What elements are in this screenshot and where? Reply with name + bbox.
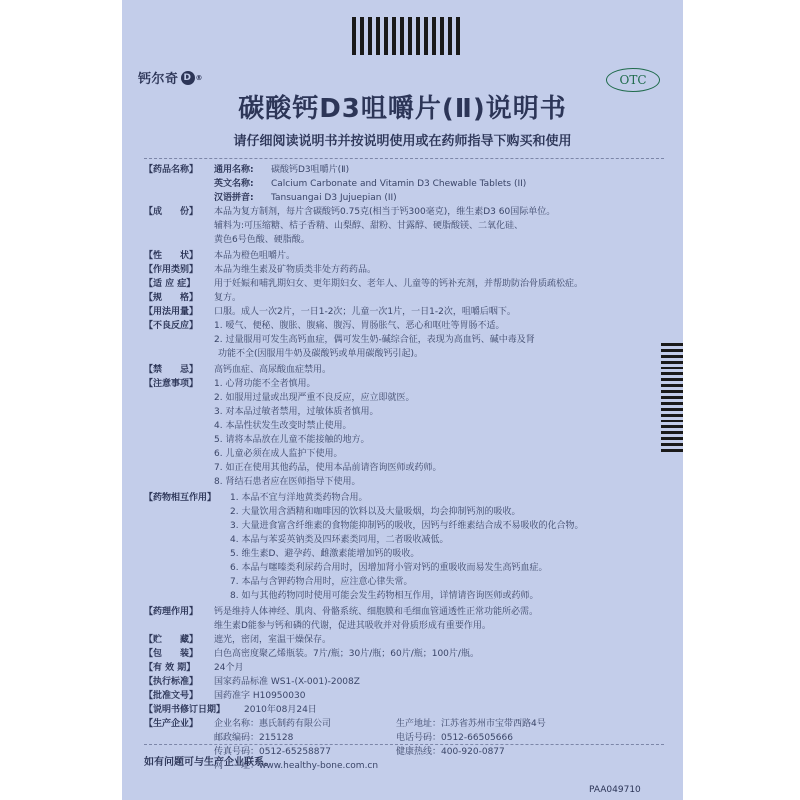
barcode-side-icon: [661, 343, 683, 455]
barcode-top-icon: [352, 17, 464, 55]
page-title: 碳酸钙D3咀嚼片(Ⅱ)说明书: [238, 94, 567, 124]
list-item: 1. 心肾功能不全者慎用。: [214, 379, 316, 389]
section-contraindications: [144, 363, 664, 377]
section-text: 国家药品标准 WS1-(X-001)-2008Z: [214, 677, 360, 687]
list-item: 3. 大量进食富含纤维素的食物能抑制钙的吸收，因钙与纤维素结合成不易吸收的化合物。: [230, 521, 584, 531]
section-adverse: [144, 319, 664, 361]
company-address: 生产地址：江苏省苏州市宝带西路4号: [396, 719, 546, 729]
section-label: 【作用类别】: [144, 265, 199, 275]
section-indication: [144, 277, 664, 291]
composition-line: 本品为复方制剂，每片含碳酸钙0.75克(相当于钙300毫克)，维生素D3 60国际单位。: [214, 207, 556, 217]
adverse-line: 功能不全(因服用牛奶及碳酸钙或单用碳酸钙引起)。: [218, 349, 424, 359]
section-label: 【说明书修订日期】: [144, 705, 226, 715]
list-item: 3. 对本品过敏者禁用，过敏体质者慎用。: [214, 407, 379, 417]
list-item: 6. 儿童必须在成人监护下使用。: [214, 449, 343, 459]
list-item: 7. 如正在使用其他药品，使用本品前请咨询医师或药师。: [214, 463, 442, 473]
pinyin-label: 汉语拼音:: [214, 193, 254, 203]
list-item: 5. 请将本品放在儿童不能接触的地方。: [214, 435, 370, 445]
section-text: 复方。: [214, 293, 242, 303]
adverse-line: 2. 过量服用可发生高钙血症，偶可发生奶-碱综合征，表现为高血钙、碱中毒及肾: [214, 335, 535, 345]
list-item: 5. 维生素D、避孕药、雌激素能增加钙的吸收。: [230, 549, 420, 559]
company-website: 网 址：www.healthy-bone.com.cn: [214, 761, 379, 771]
section-label: 【生产企业】: [144, 719, 199, 729]
list-item: 8. 肾结石患者应在医师指导下使用。: [214, 477, 361, 487]
brand-name: 钙尔奇: [138, 72, 179, 87]
section-label: 【药品名称】: [144, 165, 199, 175]
section-approval: [144, 689, 664, 703]
company-fax: 传真号码：0512-65258877: [214, 747, 331, 757]
section-standard: [144, 675, 664, 689]
section-text: 遮光，密闭，室温干燥保存。: [214, 635, 332, 645]
pharmacology-line: 钙是维持人体神经、肌肉、骨骼系统、细胞膜和毛细血管通透性正常功能所必需。: [214, 607, 539, 617]
section-label: 【有 效 期】: [144, 663, 196, 673]
english-name-label: 英文名称:: [214, 179, 254, 189]
page-subtitle: 请仔细阅读说明书并按说明使用或在药师指导下购买和使用: [233, 134, 572, 149]
brand-registered-mark: ®: [195, 73, 204, 82]
generic-name-label: 通用名称:: [214, 165, 254, 175]
section-validity: [144, 661, 664, 675]
composition-line: 黄色6号色酸、硬脂酸。: [214, 235, 310, 245]
divider-top: [144, 158, 664, 159]
section-dosage: [144, 305, 664, 319]
section-label: 【批准文号】: [144, 691, 199, 701]
section-text: 国药准字 H10950030: [214, 691, 306, 701]
list-item: 6. 本品与噻嗪类利尿药合用时，因增加肾小管对钙的重吸收而易发生高钙血症。: [230, 563, 548, 573]
leaflet-body: [144, 163, 664, 773]
section-storage: [144, 633, 664, 647]
otc-badge: OTC: [606, 68, 660, 92]
section-text: 本品为维生素及矿物质类非处方药药品。: [214, 265, 377, 275]
section-package: [144, 647, 664, 661]
section-spec: [144, 291, 664, 305]
section-label: 【药物相互作用】: [144, 493, 217, 503]
section-label: 【性 状】: [144, 251, 199, 261]
section-label: 【注意事项】: [144, 379, 199, 389]
section-label: 【贮 藏】: [144, 635, 199, 645]
section-label: 【成 份】: [144, 207, 199, 217]
section-label: 【禁 忌】: [144, 365, 199, 375]
pharmacology-line: 维生素D能参与钙和磷的代谢，促进其吸收并对骨质形成有重要作用。: [214, 621, 491, 631]
section-text: 用于妊娠和哺乳期妇女、更年期妇女、老年人、儿童等的钙补充剂，并帮助防治骨质疏松症。: [214, 279, 584, 289]
pinyin-name: Tansuangai D3 Jujuepian (II): [271, 193, 397, 203]
section-label: 【适 应 症】: [144, 279, 196, 289]
company-phone: 电话号码：0512-66505666: [396, 733, 513, 743]
section-text: 2010年08月24日: [244, 705, 317, 715]
section-pharmacology: [144, 605, 664, 633]
section-composition: [144, 205, 664, 247]
section-precautions: [144, 377, 664, 489]
divider-bottom: [144, 744, 664, 745]
adverse-line: 1. 嗳气、便秘、腹胀、腹痛、腹泻、胃肠胀气、恶心和呕吐等胃肠不适。: [214, 321, 505, 331]
section-text: 高钙血症、高尿酸血症禁用。: [214, 365, 332, 375]
section-label: 【用法用量】: [144, 307, 199, 317]
company-name: 企业名称：惠氏制药有限公司: [214, 719, 332, 729]
english-name: Calcium Carbonate and Vitamin D3 Chewable Tablets (II): [271, 179, 527, 189]
company-hotline: 健康热线：400-920-0877: [396, 747, 505, 757]
list-item: 2. 大量饮用含酒精和咖啡因的饮料以及大量吸烟，均会抑制钙剂的吸收。: [230, 507, 521, 517]
company-postcode: 邮政编码：215128: [214, 733, 294, 743]
section-text: 24个月: [214, 663, 244, 673]
section-text: 口服。成人一次2片，一日1-2次；儿童一次1片，一日1-2次，咀嚼后咽下。: [214, 307, 516, 317]
section-label: 【执行标准】: [144, 677, 199, 687]
section-label: 【不良反应】: [144, 321, 199, 331]
composition-line: 辅料为:可压缩糖、桔子香精、山梨醇、甜粉、甘露醇、硬脂酸镁、二氧化硅、: [214, 221, 524, 231]
list-item: 4. 本品与苯妥英钠类及四环素类同用，二者吸收减低。: [230, 535, 449, 545]
generic-name: 碳酸钙D3咀嚼片(Ⅱ): [271, 165, 350, 175]
contact-note: 如有问题可与生产企业联系。: [144, 757, 274, 768]
section-category: [144, 263, 664, 277]
list-item: 4. 本品性状发生改变时禁止使用。: [214, 421, 352, 431]
section-text: 本品为橙色咀嚼片。: [214, 251, 296, 261]
list-item: 7. 本品与含钾药物合用时，应注意心律失常。: [230, 577, 413, 587]
section-properties: [144, 249, 664, 263]
list-item: 2. 如服用过量或出现严重不良反应，应立即就医。: [214, 393, 415, 403]
section-text: 白色高密度聚乙烯瓶装。7片/瓶；30片/瓶；60片/瓶；100片/瓶。: [214, 649, 479, 659]
section-label: 【药理作用】: [144, 607, 199, 617]
section-name: [144, 163, 664, 205]
section-interactions: [144, 491, 664, 603]
section-label: 【规 格】: [144, 293, 199, 303]
brand-logo: [138, 68, 203, 87]
list-item: 1. 本品不宜与洋地黄类药物合用。: [230, 493, 368, 503]
document-code: PAA049710: [589, 785, 641, 795]
brand-d-mark: D: [181, 71, 195, 85]
list-item: 8. 如与其他药物同时使用可能会发生药物相互作用，详情请咨询医师或药师。: [230, 591, 539, 601]
section-label: 【包 装】: [144, 649, 199, 659]
section-revision: [144, 703, 664, 717]
